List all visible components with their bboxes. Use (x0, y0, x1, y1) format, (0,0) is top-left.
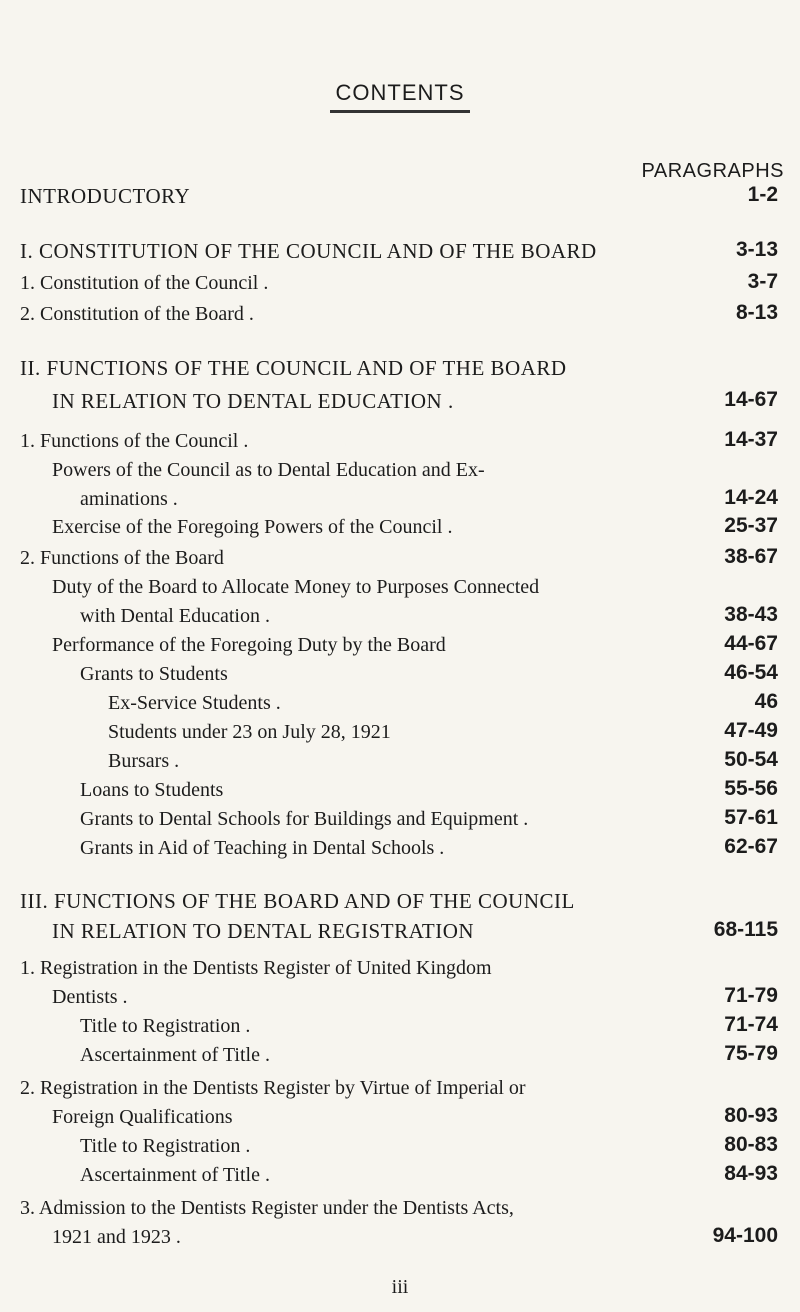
toc-entry-text: Performance of the Foregoing Duty by the Board (52, 634, 446, 656)
toc-entry-text: Bursars . (108, 750, 180, 772)
toc-entry-paragraphs: 47-49 (724, 719, 778, 742)
toc-entry-text: INTRODUCTORY (20, 184, 191, 208)
title-underline (330, 110, 470, 113)
toc-entry-text: I. CONSTITUTION OF THE COUNCIL AND OF THE BOARD (20, 239, 597, 263)
toc-entry-paragraphs: 71-74 (724, 1013, 778, 1036)
toc-entry-text: Ascertainment of Title . (80, 1044, 270, 1066)
toc-entry-text: Students under 23 on July 28, 1921 (108, 721, 391, 743)
toc-entry-paragraphs: 14-67 (724, 388, 778, 411)
toc-entry-paragraphs: 55-56 (724, 777, 778, 800)
toc-entry-text: Powers of the Council as to Dental Education and Ex- (52, 459, 485, 481)
toc-entry-text: IN RELATION TO DENTAL REGISTRATION (52, 919, 475, 943)
toc-entry-paragraphs: 50-54 (724, 748, 778, 771)
toc-entry-text: 1. Registration in the Dentists Register of United Kingdom (20, 957, 492, 979)
toc-entry-text: II. FUNCTIONS OF THE COUNCIL AND OF THE BOARD (20, 356, 567, 380)
toc-entry-paragraphs: 25-37 (724, 514, 778, 537)
toc-entry-text: Title to Registration . (80, 1015, 251, 1037)
toc-entry-text: aminations . (80, 488, 178, 510)
toc-entry-text: Ex-Service Students . (108, 692, 281, 714)
toc-entry-paragraphs: 75-79 (724, 1042, 778, 1065)
page-number: iii (391, 1276, 409, 1298)
toc-entry-text: 1921 and 1923 . (52, 1226, 181, 1248)
toc-entry-text: III. FUNCTIONS OF THE BOARD AND OF THE COUNCIL (20, 889, 575, 913)
toc-entry-text: 1. Constitution of the Council . (20, 272, 269, 294)
toc-entry-text: Dentists . (52, 986, 128, 1008)
toc-entry-text: 2. Registration in the Dentists Register by Virtue of Imperial or (20, 1077, 526, 1099)
toc-entry-paragraphs: 80-93 (724, 1104, 778, 1127)
toc-entry-text: 2. Functions of the Board (20, 547, 224, 569)
toc-entry-text: Foreign Qualifications (52, 1106, 233, 1128)
paragraphs-column-header: PARAGRAPHS (641, 160, 784, 182)
toc-entry-text: IN RELATION TO DENTAL EDUCATION . (52, 389, 454, 413)
toc-entry-text: 3. Admission to the Dentists Register under the Dentists Acts, (20, 1197, 514, 1219)
toc-entry-text: 2. Constitution of the Board . (20, 303, 254, 325)
toc-entry-paragraphs: 46 (754, 690, 778, 713)
toc-entry-text: Grants in Aid of Teaching in Dental Schools . (80, 837, 445, 859)
toc-entry-paragraphs: 71-79 (724, 984, 778, 1007)
toc-entry-paragraphs: 68-115 (713, 918, 778, 941)
toc-entry-paragraphs: 38-43 (724, 603, 778, 626)
toc-entry-paragraphs: 3-7 (747, 270, 778, 293)
toc-entry-paragraphs: 1-2 (747, 183, 778, 206)
toc-entry-text: 1. Functions of the Council . (20, 430, 249, 452)
toc-entry-text: Title to Registration . (80, 1135, 251, 1157)
toc-entry-paragraphs: 3-13 (735, 238, 778, 261)
toc-entry-paragraphs: 57-61 (724, 806, 778, 829)
toc-entry-paragraphs: 14-24 (724, 486, 778, 509)
toc-entry-text: Loans to Students (80, 779, 224, 801)
toc-entry-paragraphs: 62-67 (724, 835, 778, 858)
toc-entry-paragraphs: 94-100 (712, 1224, 778, 1247)
toc-entry-paragraphs: 38-67 (724, 545, 778, 568)
page-title: CONTENTS (335, 80, 465, 105)
toc-entry-paragraphs: 84-93 (724, 1162, 778, 1185)
toc-entry-text: Duty of the Board to Allocate Money to Purposes Connected (52, 576, 540, 598)
toc-entry-text: Grants to Students (80, 663, 228, 685)
toc-entry-paragraphs: 80-83 (724, 1133, 778, 1156)
toc-entry-text: Ascertainment of Title . (80, 1164, 270, 1186)
toc-entry-text: with Dental Education . (80, 605, 270, 627)
toc-entry-text: Grants to Dental Schools for Buildings and Equipment . (80, 808, 529, 830)
toc-entry-paragraphs: 14-37 (724, 428, 778, 451)
toc-entry-text: Exercise of the Foregoing Powers of the Council . (52, 516, 453, 538)
toc-entry-paragraphs: 46-54 (724, 661, 778, 684)
toc-entry-paragraphs: 44-67 (724, 632, 778, 655)
toc-entry-paragraphs: 8-13 (735, 301, 778, 324)
